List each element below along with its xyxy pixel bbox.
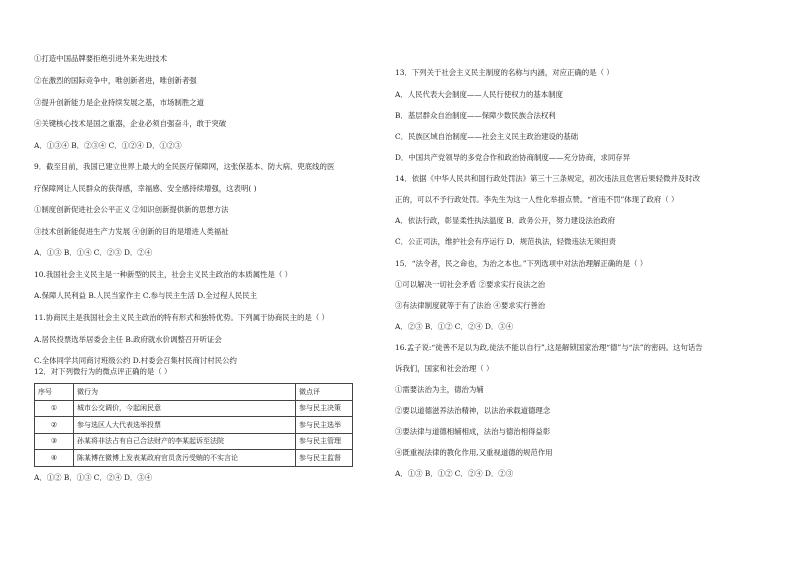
table-row [35,433,353,450]
q16-option-2: ②要以道德滋养法治精神，以法治承载道德理念 [395,406,551,415]
q15-options-a: ①可以解决一切社会矛盾 ②要求实行良法之治 [395,280,546,289]
q16-answers: A．①③ B．①② C．②④ D．②③ [395,469,514,478]
q13-option-d: D．中国共产党领导的多党合作和政治协商制度——充分协商，求同存异 [395,153,631,162]
table-cell: ② [35,417,74,434]
table-cell: 参与民主监督 [296,450,353,467]
q8-answers: A．①③④ B．②③④ C．①②④ D．①②③ [34,141,182,150]
table-header: 序号 [35,384,74,401]
q14-stem-1: 14．依据《中华人民共和国行政处罚法》第三十三条规定，初次违法且危害后果轻微并及时改 [395,174,701,183]
q9-options-a: ①制度创新促进社会公平正义 ②知识创新提供新的思想方法 [34,205,229,214]
q9-stem-2: 疗保障网让人民群众的获得感，幸福感、安全感持续增强，这表明( ) [34,184,257,193]
q15-answers: A．②③ B．①② C．②④ D．③④ [395,322,514,331]
q8-option-4: ④关键核心技术是国之重器，企业必须自强奋斗，敢于突破 [34,119,227,128]
q15-options-b: ③有法律制度就等于有了法治 ④要求实行善治 [395,301,546,310]
q16-option-4: ④既重视法律的教化作用,又重视道德的规范作用 [395,448,553,457]
q12-stem: 12．对下列微行为的微点评正确的是（ ） [34,367,172,376]
table-row [35,450,353,467]
table-cell: ④ [35,450,74,467]
q12-answers: A．①② B．①③ C．②④ D．③④ [34,473,153,482]
q16-stem-1: 16.孟子说:“徒善不足以为政,徒法不能以自行”,这是解锁国家治理“德”与“法”的密码。这句话告 [395,343,703,352]
q8-option-1: ①打造中国品牌要拒绝引进外来先进技术 [34,54,168,63]
q10-answers: A.保障人民利益 B.人民当家作主 C.参与民主生活 D.全过程人民民主 [34,291,258,300]
q11-answers-ab: A.居民投票选举居委会主任 B.政府就水价调整召开听证会 [34,335,222,344]
table-row [35,417,353,434]
q8-option-3: ③提升创新能力是企业持续发展之基，市场制胜之道 [34,98,204,107]
q9-answers: A．①③ B．①④ C．②③ D．②④ [34,248,153,257]
q15-stem: 15．“法令者，民之命也，为治之本也。”下列选项中对法治理解正确的是（ ） [395,259,648,268]
table-cell: 孙某将非法占有自己合法财产的李某起诉至法院 [74,433,296,450]
q11-answers-cd: C.全体同学共同商讨班级公约 D.村委会召集村民商讨村民公约 [34,356,237,365]
table-header: 微行为 [74,384,296,401]
q14-answers-cd: C．公正司法，维护社会有序运行 D．规范执法，轻微违法无须担责 [395,237,616,246]
q16-stem-2: 诉我们，国家和社会治理（ ） [395,364,494,373]
q13-option-b: B．基层群众自治制度——保障少数民族合法权利 [395,111,556,120]
table-cell: 参与民主选举 [296,417,353,434]
q13-option-a: A．人民代表大会制度——人民行使权力的基本制度 [395,90,563,99]
q9-options-b: ③技术创新能促进生产力发展 ④创新的目的是增进人类福祉 [34,227,229,236]
table-cell: 参与民主管理 [296,433,353,450]
table-row [35,400,353,417]
q11-stem: 11.协商民主是我国社会主义民主政治的特有形式和独特优势。下列属于协商民主的是（ ） [34,313,329,322]
q12-table [34,383,353,467]
table-cell: ③ [35,433,74,450]
q10-stem: 10.我国社会主义民主是一种新型的民主，社会主义民主政治的本质属性是（ ） [34,270,292,279]
q16-option-3: ③要法律与道德相辅相成，法治与德治相得益彰 [395,427,551,436]
table-header-row [35,384,353,401]
table-cell: ① [35,400,74,417]
table-cell: 参与民主决策 [296,400,353,417]
q16-option-1: ①需要法治为主，德治为辅 [395,385,484,394]
q8-option-2: ②在激烈的国际竞争中，唯创新者进，唯创新者强 [34,76,197,85]
table-header: 微点评 [296,384,353,401]
q13-stem: 13．下列关于社会主义民主制度的名称与内涵，对应正确的是（ ） [395,68,614,77]
table-cell: 陈某博在微博上发表某政府官员贪污受贿的不实言论 [74,450,296,467]
q13-option-c: C．民族区域自治制度——社会主义民主政治建设的基础 [395,132,579,141]
table-cell: 城市公交调价，今起闲民意 [74,400,296,417]
q14-answers-ab: A．依法行政，彰显柔性执法温度 B．政务公开，努力建设法治政府 [395,216,616,225]
q14-stem-2: 正的，可以不予行政处罚。李先生为这一人性化举措点赞。“首违不罚”体现了政府（ ） [395,195,679,204]
table-cell: 参与选区人大代表选举投票 [74,417,296,434]
q9-stem-1: 9．截至目前，我国已建立世界上最大的全民医疗保障网，这张保基本、防大病、兜底线的医 [34,162,335,171]
